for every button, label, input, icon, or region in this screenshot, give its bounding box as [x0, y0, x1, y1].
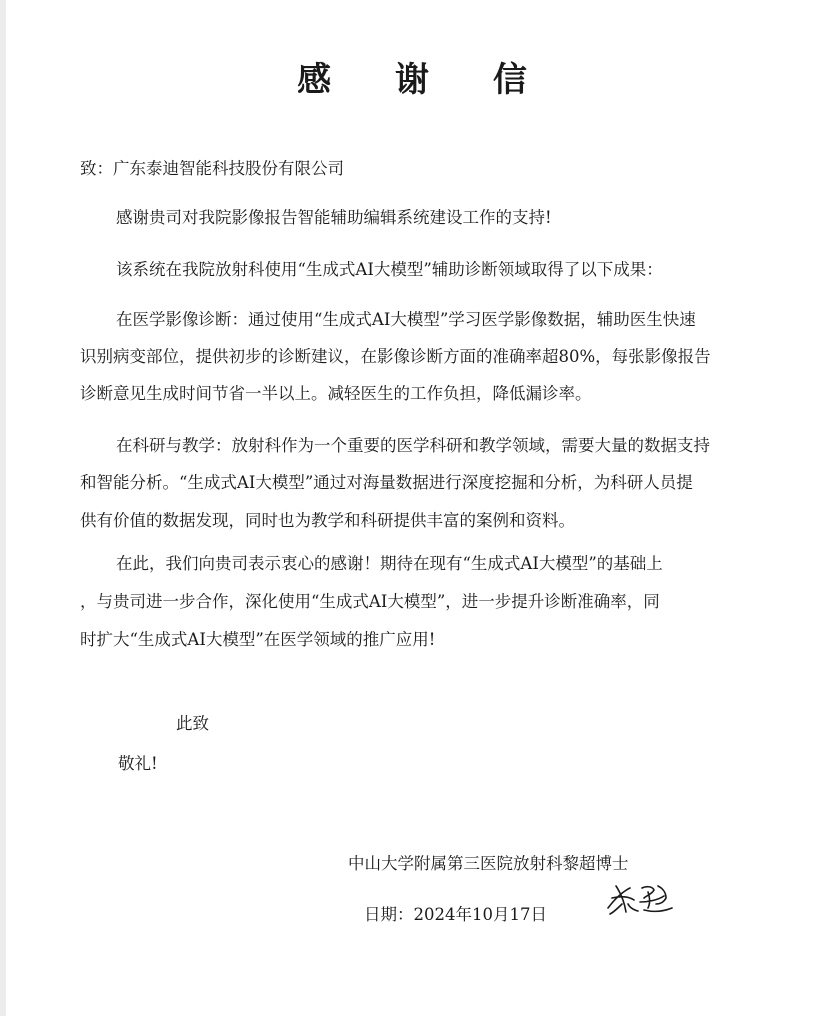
paragraph-results-intro: 该系统在我院放射科使用“生成式AI大模型”辅助诊断领域取得了以下成果：: [116, 260, 663, 279]
paragraph-gratitude-line-2: ，与贵司进一步合作，深化使用“生成式AI大模型”，进一步提升诊断准确率，同: [80, 592, 660, 611]
paragraph-thanks: 感谢贵司对我院影像报告智能辅助编辑系统建设工作的支持!: [116, 208, 552, 227]
signature-date: 日期：2024年10月17日: [364, 905, 547, 924]
closing-phrase: 此致: [176, 714, 209, 733]
handwritten-signature: [604, 878, 676, 918]
page-edge: [0, 0, 6, 1016]
paragraph-diagnosis-line-3: 诊断意见生成时间节省一半以上。减轻医生的工作负担，降低漏诊率。: [80, 384, 592, 403]
letter-title: 感 谢 信: [297, 60, 553, 100]
paragraph-research-line-1: 在科研与教学：放射科作为一个重要的医学科研和教学领域，需要大量的数据支持: [116, 436, 710, 455]
paragraph-diagnosis-line-1: 在医学影像诊断：通过使用“生成式AI大模型”学习医学影像数据，辅助医生快速: [116, 310, 696, 329]
paragraph-gratitude-line-3: 时扩大“生成式AI大模型”在医学领域的推广应用!: [80, 630, 436, 649]
paragraph-research-line-2: 和智能分析。“生成式AI大模型”通过对海量数据进行深度挖掘和分析，为科研人员提: [80, 473, 693, 492]
salutation: 敬礼!: [118, 754, 158, 773]
paragraph-diagnosis-line-2: 识别病变部位，提供初步的诊断建议，在影像诊断方面的准确率超80%，每张影像报告: [80, 347, 711, 366]
recipient-line: 致：广东泰迪智能科技股份有限公司: [80, 159, 344, 178]
paragraph-gratitude-line-1: 在此，我们向贵司表示衷心的感谢！期待在现有“生成式AI大模型”的基础上: [116, 554, 663, 573]
paragraph-research-line-3: 供有价值的数据发现，同时也为教学和科研提供丰富的案例和资料。: [80, 511, 575, 530]
signer-name: 中山大学附属第三医院放射科黎超博士: [348, 854, 629, 873]
